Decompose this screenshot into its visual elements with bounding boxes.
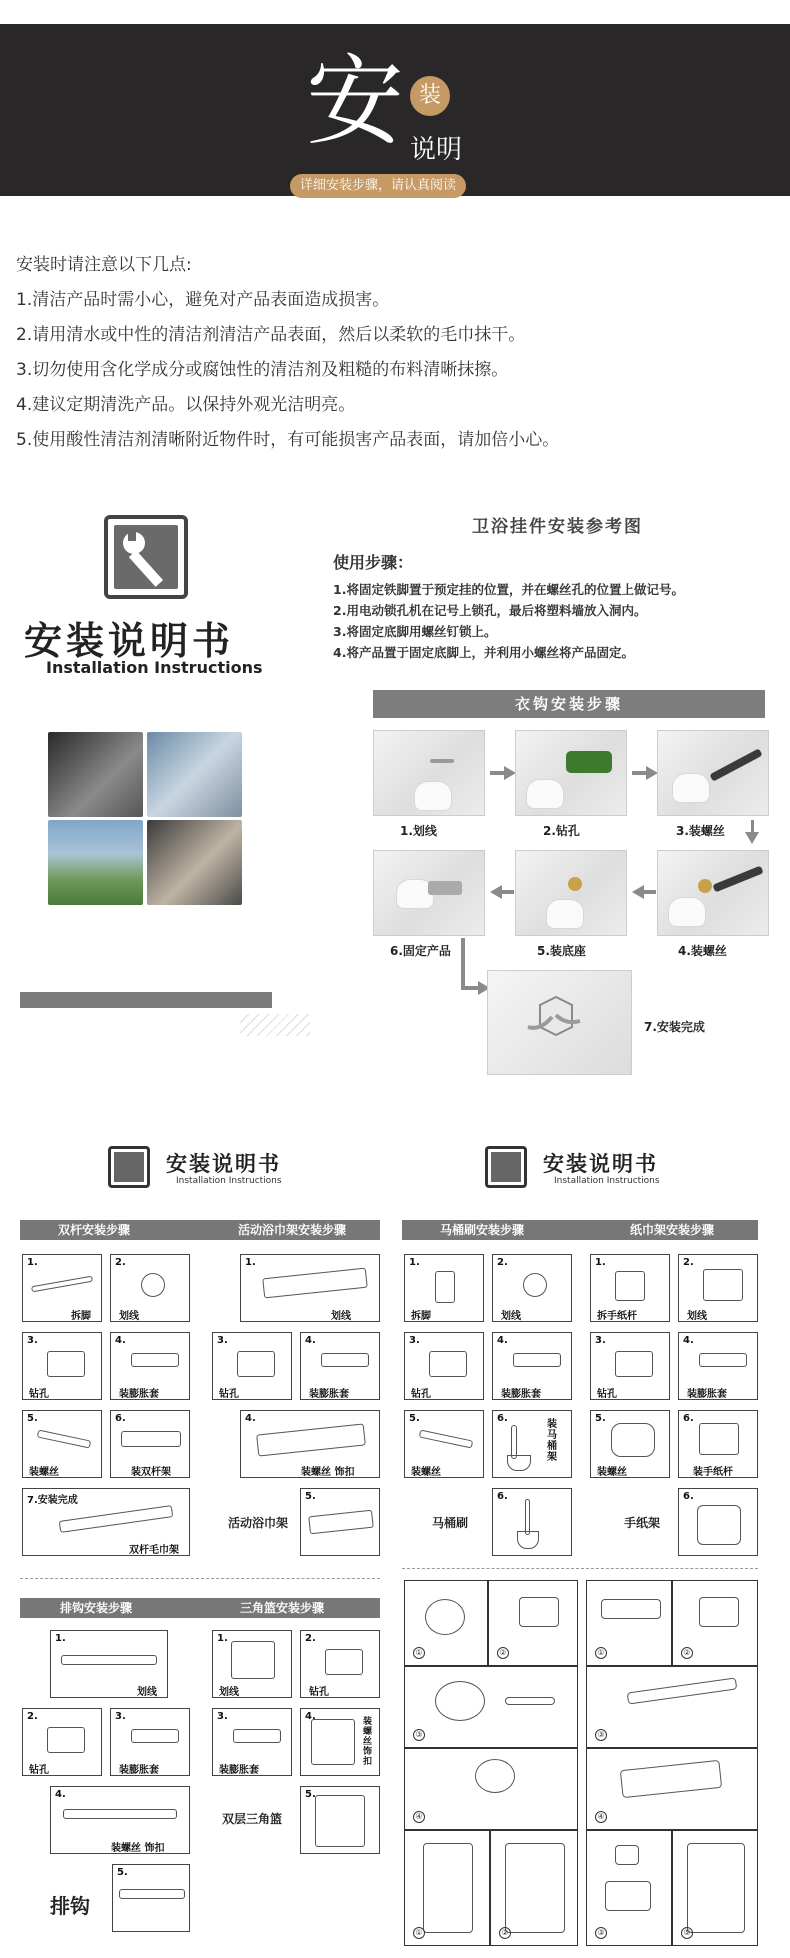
step-cell: 4. 装膨胀套 [110,1332,190,1400]
steps-band [20,1220,380,1240]
photo-woman [48,732,143,817]
diagram-cell: ① [404,1830,490,1946]
manual-section [0,500,790,1080]
note-line: 1.清洁产品时需小心，避免对产品表面造成损害。 [16,290,390,310]
steps-band [402,1220,758,1240]
band-title: 马桶刷安装步骤 [440,1223,525,1237]
hook-steps-band: 衣钩安装步骤 [373,690,765,718]
step-cell: 4. 装螺丝 饰扣 [50,1786,190,1854]
product-label: 活动浴巾架 [228,1516,289,1530]
step-cell: 4. 装膨胀套 [492,1332,572,1400]
step-cell: 3. 钻孔 [590,1332,670,1400]
hook-step-photo [657,730,769,816]
wrench-icon [485,1146,527,1188]
band-title: 三角篮安装步骤 [240,1601,325,1615]
diagram-cell: ③ [404,1666,578,1748]
divider-bar [20,992,272,1008]
hook-done-photo [487,970,632,1075]
step-text: 4.将产品置于固定底脚上，并利用小螺丝将产品固定。 [333,645,634,660]
product-label: 手纸架 [624,1516,661,1530]
steps-label: 使用步骤： [333,553,414,572]
header-big-char: 安 [306,45,405,159]
step-cell: 1. 划线 [240,1254,380,1322]
step-cell: 3. 钻孔 [404,1332,484,1400]
diagram-cell: ⑤ [672,1830,758,1946]
photo-fixture [147,732,242,817]
note-line: 安装时请注意以下几点: [16,255,192,275]
step-text: 3.将固定底脚用螺丝钉锁上。 [333,624,497,639]
diagram-cell: ③ [586,1666,758,1748]
step-cell: 7.安装完成 双杆毛巾架 [22,1488,190,1556]
hatch-decoration [240,1014,310,1036]
dashed-divider [402,1568,758,1569]
logo-subtitle: Installation Instructions [176,1176,282,1186]
step-cell: 1. 拆脚 [404,1254,484,1322]
step-cell: 6. [678,1488,758,1556]
band-title: 排钩安装步骤 [60,1601,133,1615]
band-title: 活动浴巾架安装步骤 [238,1223,347,1237]
band-title: 纸巾架安装步骤 [630,1223,715,1237]
step-cell: 6. 装手纸杆 [678,1410,758,1478]
logo-title: 安装说明书 [543,1152,658,1176]
hook-step-photo [373,730,485,816]
diagram-cell: ③ [586,1830,672,1946]
step-cell: 5. [112,1864,190,1932]
step-cell: 2. 钻孔 [22,1708,102,1776]
hook-step-caption: 7.安装完成 [644,1020,705,1034]
step-cell: 6. [492,1488,572,1556]
hook-step-caption: 1.划线 [400,824,437,838]
hook-step-caption: 2.钻孔 [543,824,580,838]
step-cell: 5. [300,1786,380,1854]
diagram-cell: ② [490,1830,578,1946]
step-text: 1.将固定铁脚置于预定挂的位置，并在螺丝孔的位置上做记号。 [333,582,684,597]
band-title: 双杆安装步骤 [58,1223,131,1237]
header-circle-badge: 装 [410,76,450,116]
step-cell: 3. 钻孔 [212,1332,292,1400]
care-notes [16,248,776,458]
logo-title: 安装说明书 [166,1152,281,1176]
header-subtitle: 说明 [410,135,463,165]
step-cell: 4. 装膨胀套 [678,1332,758,1400]
diagram-section [0,1110,790,1958]
diagram-cell: ② [488,1580,578,1666]
photo-factory [48,820,143,905]
hook-step-photo [515,850,627,936]
dashed-divider [20,1578,380,1579]
step-cell: 3. 装膨胀套 [110,1708,190,1776]
note-line: 4.建议定期清洗产品。以保持外观光洁明亮。 [16,395,356,415]
diagram-cell: ① [586,1580,672,1666]
step-cell: 3. 钻孔 [22,1332,102,1400]
reference-title: 卫浴挂件安装参考图 [472,517,643,537]
hook-step-caption: 6.固定产品 [390,944,451,958]
step-cell: 4. 装膨胀套 [300,1332,380,1400]
step-cell: 2. 划线 [110,1254,190,1322]
logo-subtitle: Installation Instructions [554,1176,660,1186]
product-label: 马桶刷 [432,1516,469,1530]
step-cell: 5. 装螺丝 [404,1410,484,1478]
step-cell: 5. 装螺丝 [590,1410,670,1478]
hook-step-caption: 3.装螺丝 [676,824,725,838]
wrench-icon [108,1146,150,1188]
step-cell: 1. 拆脚 [22,1254,102,1322]
diagram-cell: ① [404,1580,488,1666]
steps-band [20,1598,380,1618]
product-label: 排钩 [50,1894,90,1918]
note-line: 2.请用清水或中性的清洁剂清洁产品表面，然后以柔软的毛巾抹干。 [16,325,526,345]
diagram-cell: ② [672,1580,758,1666]
step-cell: 4. 装螺丝 饰扣 [240,1410,380,1478]
product-label: 双层三角篮 [222,1812,283,1826]
arrow-down-icon [745,832,759,844]
manual-title: 安装说明书 [24,619,235,663]
step-cell: 3. 装膨胀套 [212,1708,292,1776]
wrench-icon [104,515,188,599]
step-cell: 4. 装螺丝饰扣 [300,1708,380,1776]
step-cell: 1. 划线 [212,1630,292,1698]
step-text: 2.用电动锁孔机在记号上锁孔，最后将塑料墙放入洞内。 [333,603,647,618]
diagram-cell: ④ [404,1748,578,1830]
header-pill: 详细安装步骤，请认真阅读 [290,174,466,198]
step-cell: 2. 划线 [678,1254,758,1322]
manual-title-en: Installation Instructions [46,658,263,677]
step-cell: 5. 装螺丝 [22,1410,102,1478]
step-cell: 1. 拆手纸杆 [590,1254,670,1322]
note-line: 3.切勿使用含化学成分或腐蚀性的清洁剂及粗糙的布料清晰抹擦。 [16,360,509,380]
page-header [0,24,790,196]
step-cell: 6. 装马桶架 [492,1410,572,1478]
step-cell: 2. 划线 [492,1254,572,1322]
hook-step-photo [657,850,769,936]
hook-step-caption: 4.装螺丝 [678,944,727,958]
step-cell: 6. 装双杆架 [110,1410,190,1478]
step-cell: 2. 钻孔 [300,1630,380,1698]
note-line: 5.使用酸性清洁剂清晰附近物件时，有可能损害产品表面，请加倍小心。 [16,430,560,450]
hook-step-caption: 5.装底座 [537,944,586,958]
diagram-cell: ④ [586,1748,758,1830]
hook-step-photo [515,730,627,816]
hook-step-photo [373,850,485,936]
step-cell: 1. 划线 [50,1630,168,1698]
photo-handshake [147,820,242,905]
step-cell: 5. [300,1488,380,1556]
